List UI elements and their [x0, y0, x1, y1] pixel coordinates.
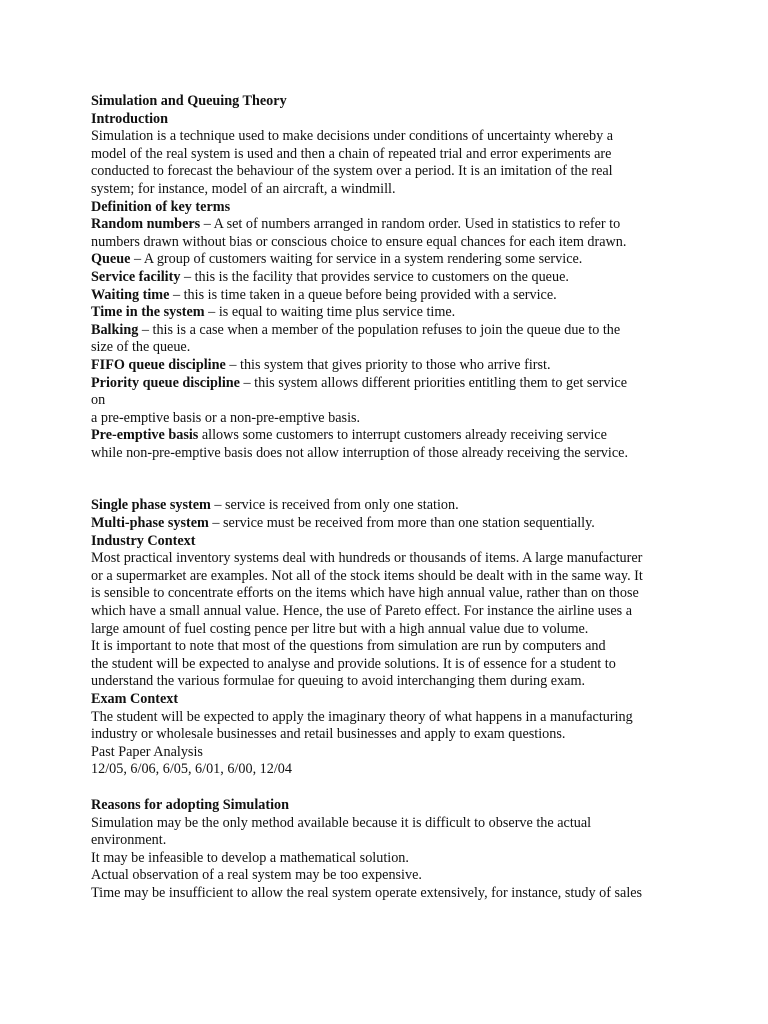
reasons-line: environment.: [91, 832, 167, 849]
industry-line: the student will be expected to analyse and provide solutions. It is of essence for a student to: [91, 655, 616, 672]
reasons-line: Actual observation of a real system may be too expensive.: [91, 867, 422, 884]
term-label: Time in the system: [91, 304, 205, 321]
industry-line: understand the various formulae for queuing to avoid interchanging them during exam.: [91, 673, 586, 690]
definition-balking: [91, 322, 691, 340]
term-label: FIFO queue discipline: [91, 356, 226, 373]
intro-line: system; for instance, model of an aircraft, a windmill.: [91, 180, 396, 197]
definition-random-numbers: [91, 216, 691, 234]
definition-queue: [91, 251, 691, 269]
definition-time-in-system: [91, 304, 691, 322]
definition-priority-queue: [91, 375, 691, 393]
term-text: – is equal to waiting time plus service time.: [204, 304, 456, 321]
industry-context-heading: Industry Context: [91, 532, 196, 549]
paragraph-gap: [91, 779, 691, 797]
term-text: – A group of customers waiting for service in a system rendering some service.: [130, 251, 583, 268]
industry-line: is sensible to concentrate efforts on the items which have high annual value, rather than on those: [91, 585, 639, 602]
definition-pre-emptive: [91, 427, 691, 445]
paragraph-gap: [91, 462, 691, 497]
term-text: – this system allows different priorities entitling them to get service: [239, 374, 628, 391]
term-text: – this is the facility that provides service to customers on the queue.: [180, 268, 569, 285]
term-label: Queue: [91, 251, 131, 268]
definition-waiting-time: [91, 287, 691, 305]
term-label: Waiting time: [91, 286, 170, 303]
term-label: Multi-phase system: [91, 515, 209, 532]
term-text: – service is received from only one station.: [210, 497, 459, 514]
exam-line: industry or wholesale businesses and retail businesses and apply to exam questions.: [91, 726, 566, 743]
term-label: Single phase system: [91, 497, 211, 514]
industry-line: which have a small annual value. Hence, the use of Pareto effect. For instance the airline uses a: [91, 603, 633, 620]
definition-continuation: numbers drawn without bias or conscious choice to ensure equal chances for each item drawn.: [91, 233, 627, 250]
term-text: – this is time taken in a queue before being provided with a service.: [169, 286, 557, 303]
reasons-heading: Reasons for adopting Simulation: [91, 796, 290, 813]
term-text: – this system that gives priority to those who arrive first.: [225, 356, 551, 373]
term-label: Service facility: [91, 268, 181, 285]
intro-line: conducted to forecast the behaviour of the system over a period. It is an imitation of the real: [91, 163, 613, 180]
term-text: – service must be received from more than one station sequentially.: [208, 515, 595, 532]
term-text: – A set of numbers arranged in random order. Used in statistics to refer to: [200, 216, 621, 233]
term-label: Random numbers: [91, 216, 201, 233]
definitions-heading: Definition of key terms: [91, 198, 231, 215]
term-label: Priority queue discipline: [91, 374, 240, 391]
industry-line: large amount of fuel costing pence per litre but with a high annual value due to volume.: [91, 620, 589, 637]
introduction-heading: Introduction: [91, 110, 168, 127]
intro-line: model of the real system is used and then a chain of repeated trial and error experiments are: [91, 145, 612, 162]
definition-continuation: while non-pre-emptive basis does not allow interruption of those already receiving the service.: [91, 444, 628, 461]
definition-single-phase: [91, 497, 691, 515]
definition-continuation: a pre-emptive basis or a non-pre-emptive basis.: [91, 409, 361, 426]
definition-continuation: size of the queue.: [91, 339, 191, 356]
reasons-line: Time may be insufficient to allow the real system operate extensively, for instance, study of sales: [91, 884, 643, 901]
industry-line: Most practical inventory systems deal with hundreds or thousands of items. A large manufacturer: [91, 550, 643, 567]
definition-service-facility: [91, 269, 691, 287]
past-paper-dates: 12/05, 6/06, 6/05, 6/01, 6/00, 12/04: [91, 761, 292, 778]
term-text: – this is a case when a member of the population refuses to join the queue due to the: [138, 321, 621, 338]
exam-line: The student will be expected to apply the imaginary theory of what happens in a manufacturing: [91, 708, 633, 725]
document-page: [91, 93, 691, 903]
definition-multi-phase: [91, 515, 691, 533]
exam-context-heading: Exam Context: [91, 691, 179, 707]
past-paper-label: Past Paper Analysis: [91, 743, 203, 760]
reasons-line: Simulation may be the only method available because it is difficult to observe the actual: [91, 814, 592, 831]
document-title: Simulation and Queuing Theory: [91, 93, 287, 109]
term-label: Pre-emptive basis: [91, 427, 199, 444]
industry-line: It is important to note that most of the questions from simulation are run by computers and: [91, 638, 606, 655]
definition-continuation: on: [91, 392, 106, 409]
intro-line: Simulation is a technique used to make decisions under conditions of uncertainty whereby a: [91, 128, 614, 145]
term-label: Balking: [91, 321, 139, 338]
reasons-line: It may be infeasible to develop a mathematical solution.: [91, 849, 409, 866]
definition-fifo: [91, 357, 691, 375]
industry-line: or a supermarket are examples. Not all of the stock items should be dealt with in the same way. It: [91, 567, 643, 584]
term-text: allows some customers to interrupt customers already receiving service: [198, 427, 607, 444]
